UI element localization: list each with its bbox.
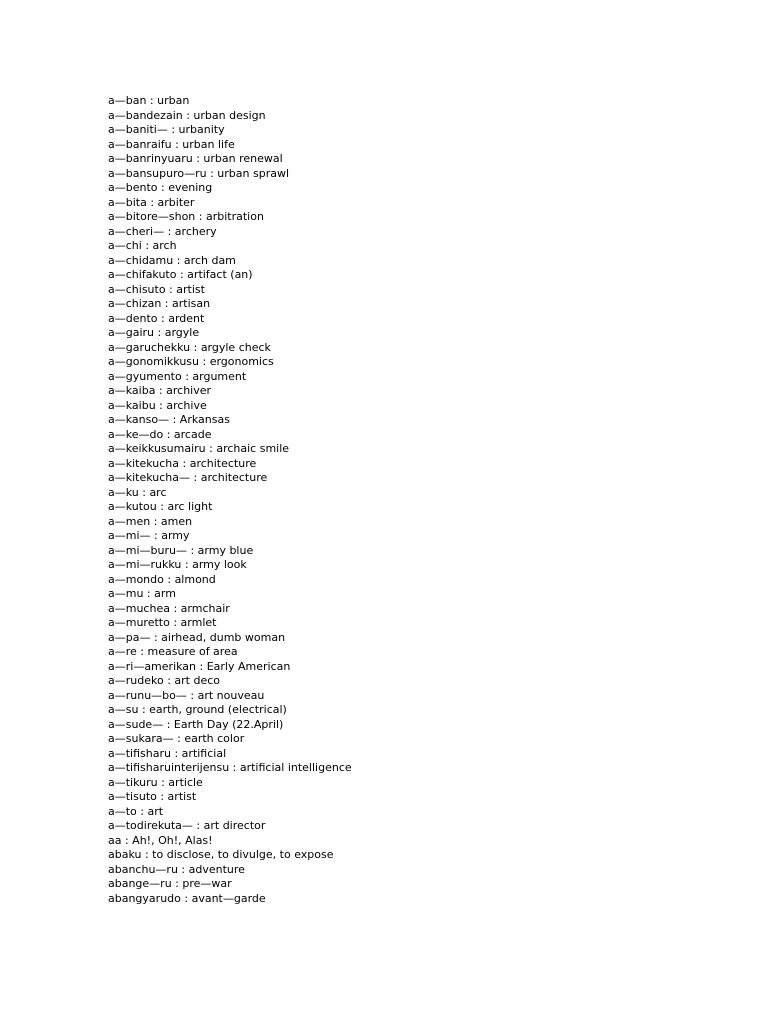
dictionary-entry: a—baniti— : urbanity: [108, 123, 225, 136]
dictionary-entry: a—dento : ardent: [108, 311, 205, 325]
dictionary-entry: a—muchea : armchair: [108, 601, 230, 615]
dictionary-entry: abange—ru : pre—war: [108, 877, 232, 890]
dictionary-entry: a—chifakuto : artifact (an): [108, 268, 253, 281]
dictionary-entry: a—ku : arc: [108, 485, 167, 499]
dictionary-entry: abanchu—ru : adventure: [108, 862, 245, 876]
dictionary-entry: a—gyumento : argument: [108, 369, 247, 383]
dictionary-entry: a—bento : evening: [108, 181, 213, 194]
dictionary-entry: a—mondo : almond: [108, 572, 216, 586]
dictionary-entry: a—kitekucha : architecture: [108, 456, 257, 470]
dictionary-entry: a—sude— : Earth Day (22.April): [108, 717, 284, 731]
dictionary-entry: a—pa— : airhead, dumb woman: [108, 630, 286, 644]
dictionary-entry: a—mi—rukku : army look: [108, 558, 247, 571]
dictionary-entry: aa : Ah!, Oh!, Alas!: [108, 833, 213, 847]
dictionary-entry: a—re : measure of area: [108, 645, 238, 658]
dictionary-entry: a—men : amen: [108, 514, 193, 528]
dictionary-entry: a—tifisharu : artificial: [108, 746, 227, 760]
dictionary-entry: a—mi— : army: [108, 529, 190, 542]
dictionary-entry: a—chizan : artisan: [108, 297, 211, 310]
dictionary-entry: a—banrinyuaru : urban renewal: [108, 152, 283, 165]
dictionary-entry: a—bitore—shon : arbitration: [108, 210, 264, 223]
dictionary-entry: a—cheri— : archery: [108, 224, 217, 238]
dictionary-entry: a—tifisharuinterijensu : artificial intelligence: [108, 761, 352, 774]
dictionary-entry: a—kutou : arc light: [108, 500, 213, 513]
dictionary-entry: a—su : earth, ground (electrical): [108, 703, 287, 716]
dictionary-entry: a—gonomikkusu : ergonomics: [108, 355, 274, 368]
dictionary-entry: a—ri—amerikan : Early American: [108, 659, 291, 673]
dictionary-entry: a—kitekucha— : architecture: [108, 471, 268, 484]
dictionary-entry: a—banraifu : urban life: [108, 137, 235, 151]
dictionary-entry: a—mu : arm: [108, 587, 176, 600]
dictionary-entry: a—runu—bo— : art nouveau: [108, 688, 265, 702]
dictionary-entry: a—todirekuta— : art director: [108, 819, 266, 832]
dictionary-entry: a—tikuru : article: [108, 775, 203, 789]
dictionary-entry: a—gairu : argyle: [108, 326, 200, 339]
dictionary-entry: a—bandezain : urban design: [108, 108, 266, 122]
dictionary-entry: a—tisuto : artist: [108, 790, 197, 803]
dictionary-entry: a—chisuto : artist: [108, 282, 205, 296]
dictionary-entry: a—ke—do : arcade: [108, 427, 212, 441]
dictionary-entry: a—chi : arch: [108, 239, 177, 252]
dictionary-entry: a—sukara— : earth color: [108, 732, 245, 745]
dictionary-entry: a—rudeko : art deco: [108, 674, 220, 687]
dictionary-entry: a—keikkusumairu : archaic smile: [108, 442, 290, 455]
dictionary-entry: a—to : art: [108, 804, 164, 818]
dictionary-entry: a—kaiba : archiver: [108, 384, 212, 397]
dictionary-entry-list: [108, 94, 352, 906]
dictionary-entry: a—bansupuro—ru : urban sprawl: [108, 166, 290, 180]
dictionary-entry: a—mi—buru— : army blue: [108, 543, 254, 557]
dictionary-entry: abangyarudo : avant—garde: [108, 891, 266, 905]
dictionary-entry: abaku : to disclose, to divulge, to expose: [108, 848, 334, 861]
dictionary-entry: a—kaibu : archive: [108, 398, 207, 412]
dictionary-entry: a—muretto : armlet: [108, 616, 217, 629]
dictionary-entry: a—ban : urban: [108, 94, 190, 107]
dictionary-entry: a—kanso— : Arkansas: [108, 413, 230, 426]
dictionary-entry: a—garuchekku : argyle check: [108, 340, 271, 354]
dictionary-entry: a—bita : arbiter: [108, 195, 195, 209]
dictionary-entry: a—chidamu : arch dam: [108, 253, 236, 267]
